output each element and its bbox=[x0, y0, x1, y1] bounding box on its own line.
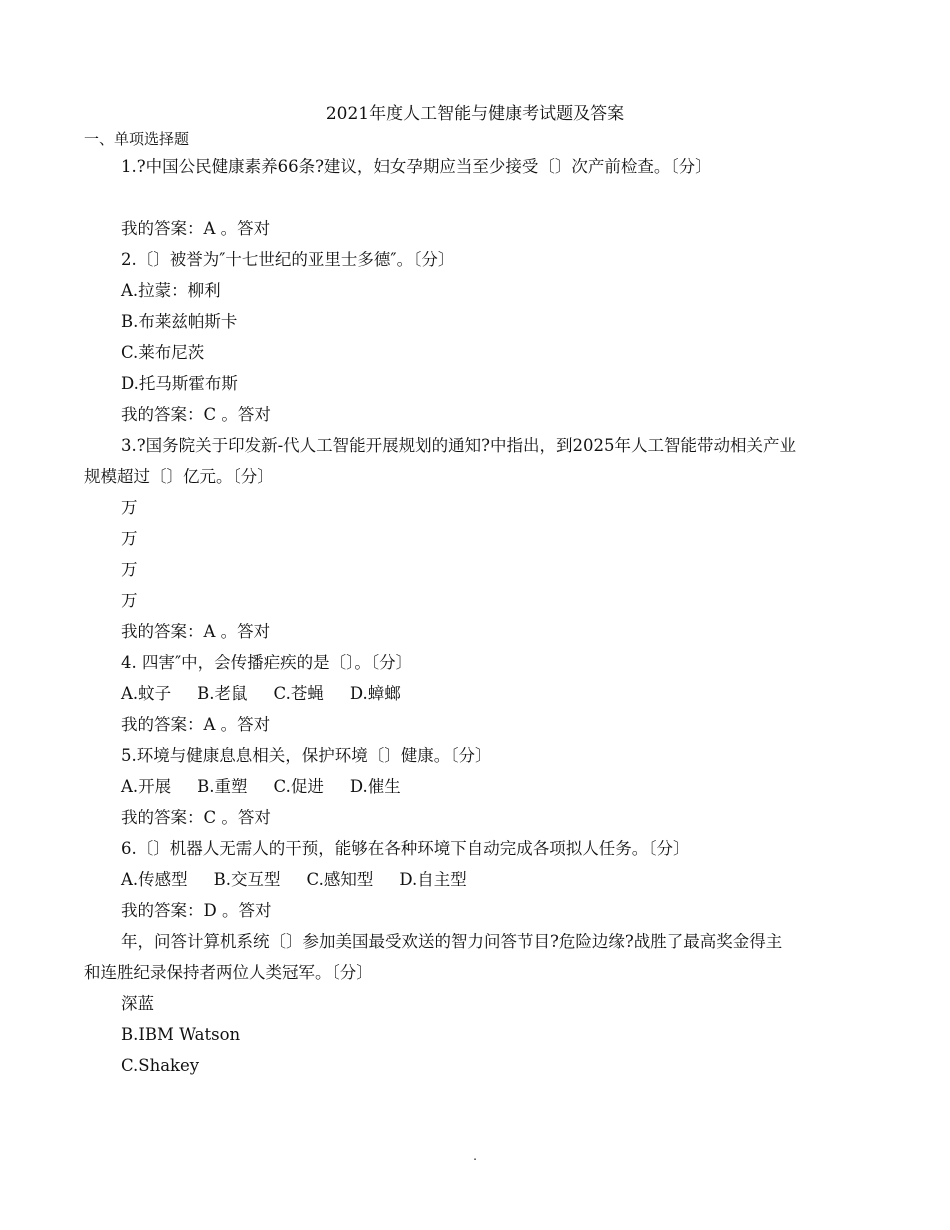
question-4-option-c: C.苍蝇 bbox=[273, 684, 324, 703]
question-2-option-a: A.拉蒙：柳利 bbox=[121, 281, 221, 300]
question-2-answer: 我的答案：C 。答对 bbox=[121, 405, 271, 424]
question-4-option-d: D.蟑螂 bbox=[349, 684, 401, 703]
question-7-text-line-2: 和连胜纪录保持者两位人类冠军。〔分〕 bbox=[84, 963, 373, 982]
question-4-text: 4. 四害″中，会传播疟疾的是〔〕。〔分〕 bbox=[121, 653, 413, 672]
question-6-answer: 我的答案：D 。答对 bbox=[121, 901, 272, 920]
question-3-option-d: 万 bbox=[121, 591, 138, 610]
question-4-options bbox=[84, 678, 874, 709]
question-6-text: 6.〔〕机器人无需人的干预，能够在各种环境下自动完成各项拟人任务。〔分〕 bbox=[121, 839, 690, 858]
question-5-text: 5.环境与健康息息相关，保护环境〔〕健康。〔分〕 bbox=[121, 746, 492, 765]
question-6-option-d: D.自主型 bbox=[399, 870, 467, 889]
question-6-option-b: B.交互型 bbox=[213, 870, 281, 889]
question-4-option-a: A.蚊子 bbox=[121, 684, 172, 703]
question-7-text-line-1: 年，问答计算机系统〔〕参加美国最受欢送的智力问答节目?危险边缘?战胜了最高奖金得主 bbox=[121, 932, 783, 951]
question-5-option-a: A.开展 bbox=[121, 777, 172, 796]
question-4-option-b: B.老鼠 bbox=[197, 684, 248, 703]
blank-line bbox=[84, 182, 874, 213]
question-4-answer: 我的答案：A 。答对 bbox=[121, 715, 271, 734]
question-7-option-b: B.IBM Watson bbox=[121, 1025, 241, 1044]
question-6-options bbox=[84, 864, 874, 895]
question-5-option-c: C.促进 bbox=[273, 777, 324, 796]
question-3-option-b: 万 bbox=[121, 529, 138, 548]
question-2-option-d: D.托马斯霍布斯 bbox=[121, 374, 238, 393]
question-6-option-c: C.感知型 bbox=[306, 870, 374, 889]
question-1-answer: 我的答案：A 。答对 bbox=[121, 219, 271, 238]
question-7-option-a: 深蓝 bbox=[121, 994, 154, 1013]
question-7-option-c: C.Shakey bbox=[121, 1056, 200, 1075]
question-3-option-c: 万 bbox=[121, 560, 138, 579]
question-2-option-b: B.布莱兹帕斯卡 bbox=[121, 312, 238, 331]
question-5-option-b: B.重塑 bbox=[197, 777, 248, 796]
section-heading: 一、单项选择题 bbox=[84, 130, 190, 148]
page-footer-mark: . bbox=[473, 1149, 477, 1163]
document-title: 2021年度人工智能与健康考试题及答案 bbox=[325, 104, 625, 124]
question-5-answer: 我的答案：C 。答对 bbox=[121, 808, 271, 827]
question-2-text: 2.〔〕被誉为″十七世纪的亚里士多德″。〔分〕 bbox=[121, 250, 455, 269]
question-5-options bbox=[84, 771, 874, 802]
question-3-text-line-2: 规模超过〔〕亿元。〔分〕 bbox=[84, 467, 274, 486]
question-2-option-c: C.莱布尼茨 bbox=[121, 343, 205, 362]
question-6-option-a: A.传感型 bbox=[121, 870, 188, 889]
question-3-option-a: 万 bbox=[121, 498, 138, 517]
question-5-option-d: D.催生 bbox=[349, 777, 401, 796]
question-list bbox=[84, 151, 874, 1081]
question-3-text-line-1: 3.?国务院关于印发新-代人工智能开展规划的通知?中指出，到2025年人工智能带动相关产业 bbox=[121, 436, 797, 455]
question-3-answer: 我的答案：A 。答对 bbox=[121, 622, 271, 641]
question-1-text: 1.?中国公民健康素养66条?建议，妇女孕期应当至少接受〔〕次产前检查。〔分〕 bbox=[121, 157, 712, 176]
